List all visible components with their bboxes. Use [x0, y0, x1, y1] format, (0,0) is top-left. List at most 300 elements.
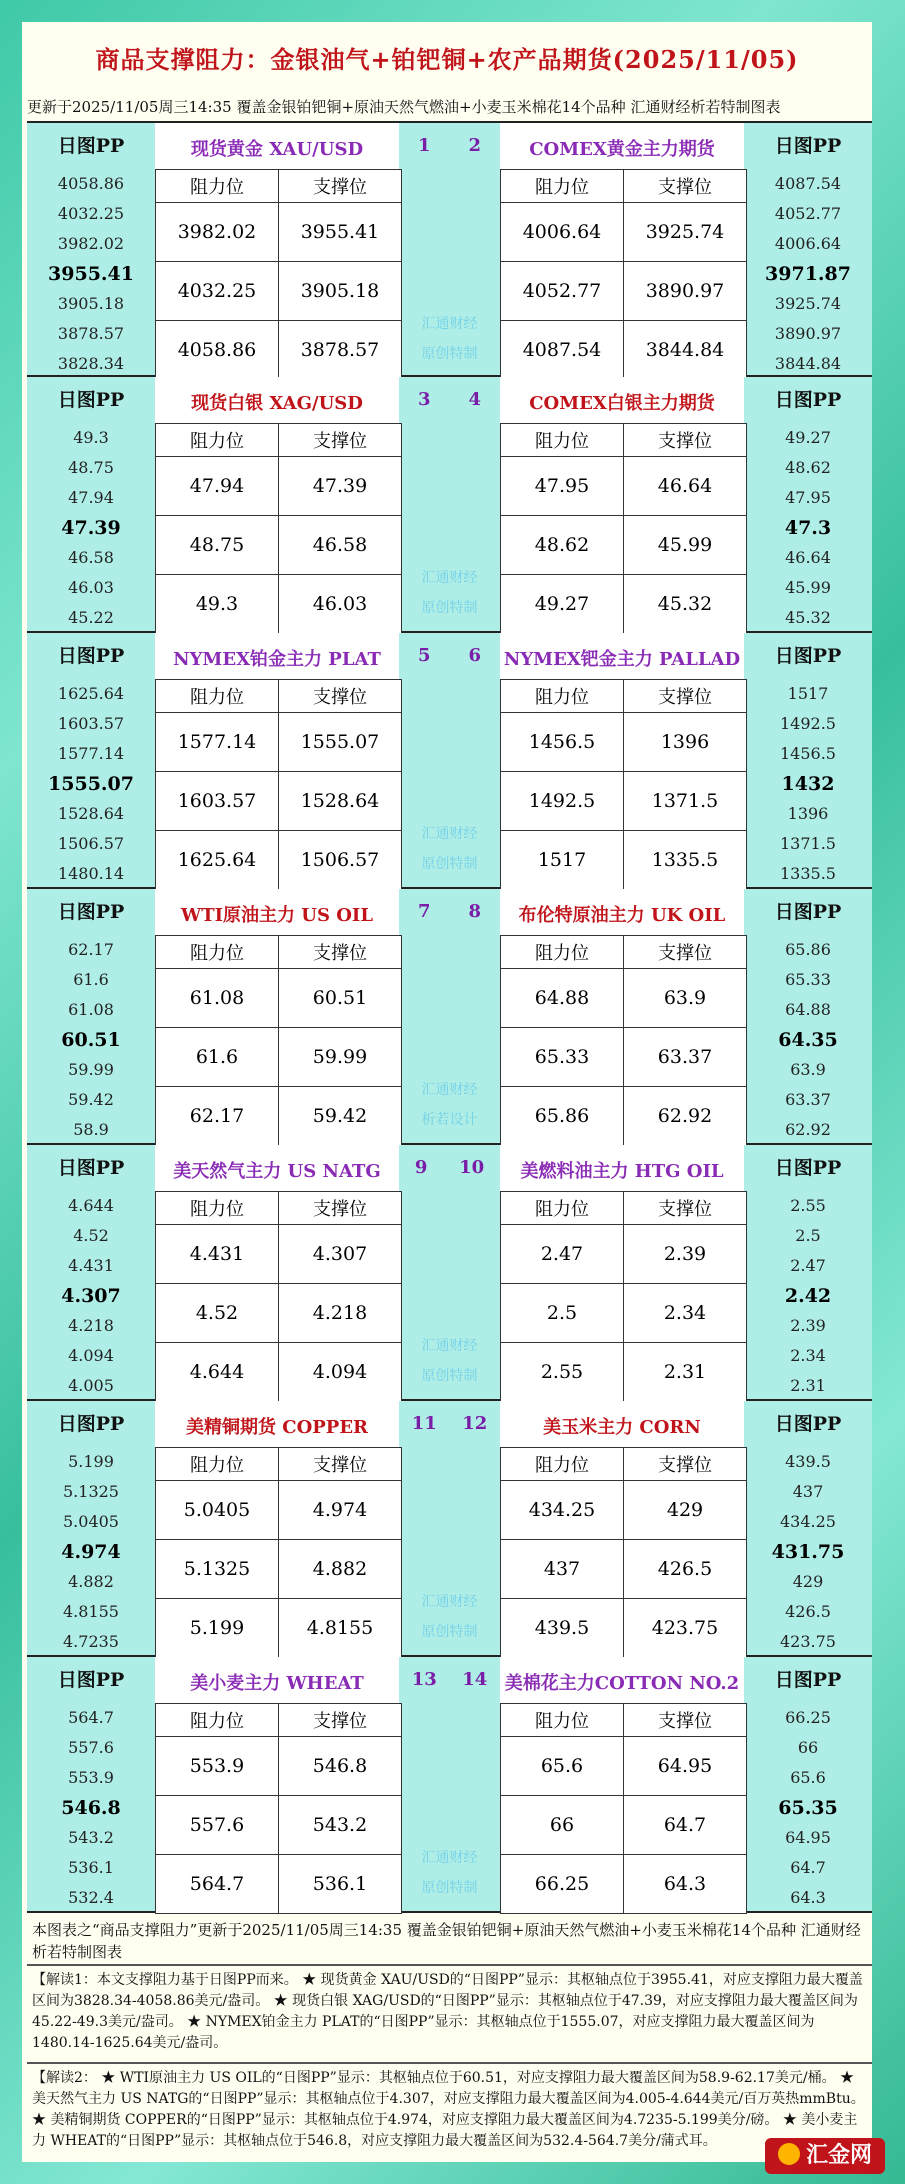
- resistance-value: 1603.57: [156, 772, 279, 831]
- table-row: [156, 1284, 402, 1343]
- pp-level: 1577.14: [57, 744, 125, 763]
- support-value: 1528.64: [279, 772, 402, 831]
- pp-level: 65.6: [790, 1768, 826, 1787]
- pp-list: [744, 935, 872, 1145]
- resistance-header: 阻力位: [156, 170, 279, 203]
- pp-level: 64.95: [785, 1828, 831, 1847]
- table-row: [156, 262, 402, 321]
- instrument-name: 美玉米主力 CORN: [543, 1417, 701, 1438]
- watermark-stamp: 汇通财经: [421, 826, 478, 842]
- pp-level: 4.094: [68, 1346, 114, 1365]
- table-row: [156, 1225, 402, 1284]
- resistance-value: 434.25: [501, 1481, 624, 1540]
- pivot-point: 1555.07: [48, 773, 134, 795]
- pp-level: 429: [792, 1572, 824, 1591]
- table-row: [501, 1343, 747, 1402]
- middle-column: [399, 1657, 500, 1911]
- support-header: 支撑位: [279, 170, 402, 203]
- pivot-point: 47.3: [784, 517, 832, 539]
- pp-list: [744, 1703, 872, 1913]
- pp-level: 4.431: [68, 1256, 114, 1275]
- instrument-numbers: [399, 1669, 500, 1690]
- instrument-name: NYMEX铂金主力 PLAT: [173, 649, 381, 670]
- table-row: [156, 516, 402, 575]
- table-row: [156, 575, 402, 634]
- pp-level: 4032.25: [57, 204, 125, 223]
- instrument-name: 美燃料油主力 HTG OIL: [520, 1161, 724, 1182]
- resistance-value: 61.6: [156, 1028, 279, 1087]
- resistance-value: 4087.54: [501, 321, 624, 380]
- instrument-block: [27, 1657, 872, 1913]
- resistance-header: 阻力位: [156, 936, 279, 969]
- sr-table: [155, 169, 402, 380]
- pp-level: 553.9: [68, 1768, 114, 1787]
- pp-level: 62.17: [68, 940, 114, 959]
- pp-list: [744, 423, 872, 633]
- table-row: [156, 772, 402, 831]
- resistance-value: 65.86: [501, 1087, 624, 1146]
- pp-level: 48.75: [68, 458, 114, 477]
- pp-column-left: [27, 1657, 155, 1911]
- resistance-header: 阻力位: [156, 680, 279, 713]
- pp-level: 2.5: [795, 1226, 821, 1245]
- support-header: 支撑位: [279, 1192, 402, 1225]
- explanation-2: 【解读2： ★ WTI原油主力 US OIL的“日图PP”显示：其枢轴点位于60.51，对应支撑阻力最大覆盖区间为58.9-62.17美元/桶。 ★ 美天然气主力 US NATG的“日图PP”显示：其枢轴点位于4.307，对应支撑阻力最大覆盖区间为4.005-4.644美元/百万英热mmBtu。 ★ 美精铜期货 COPPER的“日图PP”显示：其枢轴点位于4.974，对应支撑阻力最大覆盖区间为4.7235-5.199美分/磅。 ★ 美小麦主力 WHEAT的“日图PP”显示：其枢轴点位于546.8，对应支撑阻力最大覆盖区间为532.4-564.7美分/蒲式耳。: [27, 2062, 872, 2156]
- table-row: [156, 321, 402, 380]
- pivot-point: 60.51: [61, 1029, 121, 1051]
- support-header: 支撑位: [624, 680, 747, 713]
- pp-level: 5.1325: [63, 1482, 119, 1501]
- support-value: 4.094: [279, 1343, 402, 1402]
- pp-level: 49.27: [785, 428, 831, 447]
- pp-header: 日图PP: [774, 901, 842, 923]
- middle-column: [399, 1145, 500, 1399]
- table-row: [156, 831, 402, 890]
- watermark-stamp: 原创特制: [421, 1880, 478, 1896]
- table-row: [501, 1599, 747, 1658]
- pp-column-right: [744, 1145, 872, 1399]
- resistance-header: 阻力位: [501, 680, 624, 713]
- footnote: 本图表之“商品支撑阻力”更新于2025/11/05周三14:35 覆盖金银铂钯铜+原油天然气燃油+小麦玉米棉花14个品种 汇通财经析若特制图表: [32, 1921, 861, 1961]
- pp-level: 61.08: [68, 1000, 114, 1019]
- pp-header: 日图PP: [57, 389, 125, 411]
- pp-level: 64.88: [785, 1000, 831, 1019]
- resistance-value: 4032.25: [156, 262, 279, 321]
- pivot-point: 546.8: [61, 1797, 121, 1819]
- resistance-value: 48.62: [501, 516, 624, 575]
- instrument-number: 8: [468, 901, 482, 922]
- pp-header: 日图PP: [57, 645, 125, 667]
- pp-list: [744, 679, 872, 889]
- table-row: [156, 1796, 402, 1855]
- pp-level: 2.39: [790, 1316, 826, 1335]
- table-row: [156, 1855, 402, 1914]
- pp-header: 日图PP: [57, 135, 125, 157]
- resistance-value: 1625.64: [156, 831, 279, 890]
- support-value: 3878.57: [279, 321, 402, 380]
- instrument-block: [27, 1401, 872, 1657]
- instrument-number: 7: [417, 901, 431, 922]
- support-value: 2.31: [624, 1343, 747, 1402]
- support-header: 支撑位: [624, 1448, 747, 1481]
- resistance-value: 4052.77: [501, 262, 624, 321]
- pp-column-left: [27, 377, 155, 631]
- pp-level: 66: [797, 1738, 819, 1757]
- support-value: 64.95: [624, 1737, 747, 1796]
- support-value: 4.974: [279, 1481, 402, 1540]
- resistance-value: 1456.5: [501, 713, 624, 772]
- resistance-value: 437: [501, 1540, 624, 1599]
- support-value: 4.8155: [279, 1599, 402, 1658]
- pp-column-right: [744, 1401, 872, 1655]
- resistance-value: 64.88: [501, 969, 624, 1028]
- pp-level: 1371.5: [780, 834, 836, 853]
- table-row: [501, 1028, 747, 1087]
- pp-level: 2.55: [790, 1196, 826, 1215]
- instrument-name: 布伦特原油主力 UK OIL: [518, 905, 726, 926]
- support-value: 546.8: [279, 1737, 402, 1796]
- pp-list: [744, 1447, 872, 1657]
- watermark-stamp: 原创特制: [421, 1368, 478, 1384]
- pivot-point: 4.307: [61, 1285, 121, 1307]
- table-row: [156, 1087, 402, 1146]
- instrument-name: 美棉花主力COTTON NO.2: [504, 1673, 740, 1694]
- pp-level: 2.47: [790, 1256, 826, 1275]
- resistance-value: 564.7: [156, 1855, 279, 1914]
- table-row: [156, 1737, 402, 1796]
- resistance-value: 553.9: [156, 1737, 279, 1796]
- instrument-number: 13: [411, 1669, 437, 1690]
- pp-header: 日图PP: [57, 901, 125, 923]
- pp-header: 日图PP: [774, 1157, 842, 1179]
- pp-level: 61.6: [73, 970, 109, 989]
- table-row: [501, 1855, 747, 1914]
- instrument-number: 9: [414, 1157, 428, 1178]
- sr-table: [500, 935, 747, 1146]
- pp-column-left: [27, 889, 155, 1143]
- pp-level: 47.95: [785, 488, 831, 507]
- pp-level: 1492.5: [780, 714, 836, 733]
- support-header: 支撑位: [624, 170, 747, 203]
- pp-level: 4.882: [68, 1572, 114, 1591]
- sr-table: [500, 1703, 747, 1914]
- pp-list: [744, 1191, 872, 1401]
- pp-level: 434.25: [780, 1512, 836, 1531]
- table-row: [156, 713, 402, 772]
- pp-level: 46.64: [785, 548, 831, 567]
- pivot-point: 4.974: [61, 1541, 121, 1563]
- support-value: 429: [624, 1481, 747, 1540]
- table-row: [501, 457, 747, 516]
- instrument-numbers: [399, 1157, 500, 1178]
- table-row: [501, 262, 747, 321]
- support-value: 45.99: [624, 516, 747, 575]
- pp-level: 46.03: [68, 578, 114, 597]
- table-row: [156, 969, 402, 1028]
- watermark-stamp: 原创特制: [421, 856, 478, 872]
- resistance-value: 47.95: [501, 457, 624, 516]
- support-value: 426.5: [624, 1540, 747, 1599]
- pp-header: 日图PP: [57, 1669, 125, 1691]
- resistance-value: 4006.64: [501, 203, 624, 262]
- instrument-numbers: [399, 901, 500, 922]
- sr-table: [155, 935, 402, 1146]
- instrument-number: 10: [459, 1157, 485, 1178]
- support-header: 支撑位: [279, 424, 402, 457]
- table-row: [501, 321, 747, 380]
- instrument-name: 美小麦主力 WHEAT: [190, 1673, 364, 1694]
- pp-level: 45.22: [68, 608, 114, 627]
- resistance-value: 3982.02: [156, 203, 279, 262]
- instrument-number: 4: [468, 389, 482, 410]
- pp-level: 63.9: [790, 1060, 826, 1079]
- table-row: [501, 516, 747, 575]
- pp-level: 62.92: [785, 1120, 831, 1139]
- support-value: 45.32: [624, 575, 747, 634]
- pp-level: 63.37: [785, 1090, 831, 1109]
- pp-column-left: [27, 1401, 155, 1655]
- pp-level: 2.31: [790, 1376, 826, 1395]
- resistance-header: 阻力位: [156, 1448, 279, 1481]
- instrument-block: [27, 377, 872, 633]
- sr-table: [155, 679, 402, 890]
- pp-level: 3890.97: [774, 324, 842, 343]
- support-value: 3955.41: [279, 203, 402, 262]
- pp-level: 59.42: [68, 1090, 114, 1109]
- support-value: 46.58: [279, 516, 402, 575]
- pp-level: 543.2: [68, 1828, 114, 1847]
- support-value: 46.03: [279, 575, 402, 634]
- table-row: [156, 1343, 402, 1402]
- pp-level: 1335.5: [780, 864, 836, 883]
- pp-level: 5.0405: [63, 1512, 119, 1531]
- middle-column: [399, 123, 500, 375]
- watermark-stamp: 汇通财经: [421, 1850, 478, 1866]
- resistance-header: 阻力位: [501, 1704, 624, 1737]
- pp-list: [27, 169, 155, 379]
- pivot-point: 3955.41: [48, 263, 134, 285]
- resistance-header: 阻力位: [501, 1448, 624, 1481]
- pp-level: 4052.77: [774, 204, 842, 223]
- table-row: [501, 969, 747, 1028]
- support-header: 支撑位: [279, 1448, 402, 1481]
- table-row: [156, 457, 402, 516]
- explanation-1: 【解读1：本文支撑阻力基于日图PP而来。 ★ 现货黄金 XAU/USD的“日图PP”显示：其枢轴点位于3955.41，对应支撑阻力最大覆盖区间为3828.34-4058.86美元/盎司。 ★ 现货白银 XAG/USD的“日图PP”显示：其枢轴点位于47.39，对应支撑阻力最大覆盖区间为45.22-49.3美元/盎司。 ★ NYMEX铂金主力 PLAT的“日图PP”显示：其枢轴点位于1555.07，对应支撑阻力最大覆盖区间为1480.14-1625.64美元/盎司。: [27, 1964, 872, 2058]
- pp-level: 1603.57: [57, 714, 125, 733]
- support-value: 4.218: [279, 1284, 402, 1343]
- pp-list: [27, 679, 155, 889]
- watermark-stamp: 析若设计: [421, 1112, 478, 1128]
- instrument-name: 美天然气主力 US NATG: [173, 1161, 381, 1182]
- pp-level: 532.4: [68, 1888, 114, 1907]
- resistance-value: 2.55: [501, 1343, 624, 1402]
- pp-level: 66.25: [785, 1708, 831, 1727]
- middle-column: [399, 377, 500, 631]
- support-value: 62.92: [624, 1087, 747, 1146]
- pp-header: 日图PP: [57, 1157, 125, 1179]
- pp-level: 48.62: [785, 458, 831, 477]
- resistance-value: 47.94: [156, 457, 279, 516]
- support-value: 543.2: [279, 1796, 402, 1855]
- table-row: [501, 203, 747, 262]
- pp-header: 日图PP: [774, 389, 842, 411]
- support-header: 支撑位: [279, 680, 402, 713]
- support-header: 支撑位: [624, 1704, 747, 1737]
- support-value: 1555.07: [279, 713, 402, 772]
- instrument-name: 现货黄金 XAU/USD: [190, 139, 364, 160]
- pp-level: 3982.02: [57, 234, 125, 253]
- pp-level: 4087.54: [774, 174, 842, 193]
- watermark-stamp: 原创特制: [421, 600, 478, 616]
- support-value: 1371.5: [624, 772, 747, 831]
- resistance-value: 5.199: [156, 1599, 279, 1658]
- pp-header: 日图PP: [774, 1413, 842, 1435]
- pp-header: 日图PP: [57, 1413, 125, 1435]
- pp-level: 64.7: [790, 1858, 826, 1877]
- support-value: 4.882: [279, 1540, 402, 1599]
- pivot-point: 431.75: [771, 1541, 845, 1563]
- watermark-stamp: 汇通财经: [421, 316, 478, 332]
- pp-column-left: [27, 123, 155, 375]
- pp-level: 4.644: [68, 1196, 114, 1215]
- resistance-value: 557.6: [156, 1796, 279, 1855]
- support-value: 60.51: [279, 969, 402, 1028]
- support-value: 1506.57: [279, 831, 402, 890]
- support-header: 支撑位: [279, 936, 402, 969]
- instrument-number: 12: [462, 1413, 488, 1434]
- watermark-stamp: 汇通财经: [421, 570, 478, 586]
- resistance-value: 5.0405: [156, 1481, 279, 1540]
- pivot-point: 47.39: [61, 517, 121, 539]
- resistance-value: 5.1325: [156, 1540, 279, 1599]
- pp-level: 557.6: [68, 1738, 114, 1757]
- watermark-stamp: 汇通财经: [421, 1338, 478, 1354]
- table-row: [501, 1737, 747, 1796]
- support-value: 64.7: [624, 1796, 747, 1855]
- pp-level: 4.52: [73, 1226, 109, 1245]
- pp-level: 3844.84: [774, 354, 842, 373]
- pp-list: [744, 169, 872, 379]
- pp-header: 日图PP: [774, 135, 842, 157]
- pp-level: 4.8155: [63, 1602, 119, 1621]
- resistance-header: 阻力位: [501, 936, 624, 969]
- pp-header: 日图PP: [774, 1669, 842, 1691]
- sr-table: [500, 1447, 747, 1658]
- pp-level: 536.1: [68, 1858, 114, 1877]
- resistance-value: 62.17: [156, 1087, 279, 1146]
- table-row: [501, 575, 747, 634]
- resistance-header: 阻力位: [156, 1192, 279, 1225]
- pp-level: 1396: [787, 804, 829, 823]
- resistance-header: 阻力位: [501, 424, 624, 457]
- pp-list: [27, 935, 155, 1145]
- pp-level: 3925.74: [774, 294, 842, 313]
- page-subtitle: 更新于2025/11/05周三14:35 覆盖金银铂钯铜+原油天然气燃油+小麦玉米棉花14个品种 汇通财经析若特制图表: [27, 98, 781, 116]
- pivot-point: 3971.87: [765, 263, 851, 285]
- pp-level: 423.75: [780, 1632, 836, 1651]
- support-value: 63.37: [624, 1028, 747, 1087]
- resistance-value: 48.75: [156, 516, 279, 575]
- instrument-block: [27, 889, 872, 1145]
- support-header: 支撑位: [624, 936, 747, 969]
- table-row: [501, 1540, 747, 1599]
- pp-column-left: [27, 1145, 155, 1399]
- resistance-value: 61.08: [156, 969, 279, 1028]
- support-header: 支撑位: [624, 1192, 747, 1225]
- pp-list: [27, 1703, 155, 1913]
- pivot-point: 64.35: [778, 1029, 838, 1051]
- support-value: 3890.97: [624, 262, 747, 321]
- pivot-point: 2.42: [784, 1285, 832, 1307]
- pp-level: 1480.14: [57, 864, 125, 883]
- resistance-value: 439.5: [501, 1599, 624, 1658]
- pp-level: 59.99: [68, 1060, 114, 1079]
- pp-level: 3828.34: [57, 354, 125, 373]
- instrument-name: NYMEX钯金主力 PALLAD: [503, 649, 741, 670]
- resistance-value: 49.27: [501, 575, 624, 634]
- pp-column-right: [744, 633, 872, 887]
- instrument-name: 美精铜期货 COPPER: [185, 1417, 369, 1438]
- pivot-point: 1432: [781, 773, 835, 795]
- resistance-value: 65.6: [501, 1737, 624, 1796]
- instrument-numbers: [399, 389, 500, 410]
- pp-level: 46.58: [68, 548, 114, 567]
- sr-table: [500, 169, 747, 380]
- instrument-number: 14: [462, 1669, 488, 1690]
- table-row: [501, 1225, 747, 1284]
- pp-level: 45.32: [785, 608, 831, 627]
- instrument-name: WTI原油主力 US OIL: [180, 905, 373, 926]
- table-row: [501, 1481, 747, 1540]
- support-header: 支撑位: [624, 424, 747, 457]
- support-value: 1335.5: [624, 831, 747, 890]
- pp-column-right: [744, 889, 872, 1143]
- resistance-header: 阻力位: [501, 1192, 624, 1225]
- pp-level: 58.9: [73, 1120, 109, 1139]
- pp-list: [27, 1447, 155, 1657]
- support-value: 2.39: [624, 1225, 747, 1284]
- pp-header: 日图PP: [774, 645, 842, 667]
- support-value: 64.3: [624, 1855, 747, 1914]
- pp-level: 3878.57: [57, 324, 125, 343]
- support-value: 46.64: [624, 457, 747, 516]
- resistance-value: 4.52: [156, 1284, 279, 1343]
- support-header: 支撑位: [279, 1704, 402, 1737]
- resistance-value: 4.644: [156, 1343, 279, 1402]
- pivot-point: 65.35: [778, 1797, 838, 1819]
- support-value: 423.75: [624, 1599, 747, 1658]
- middle-column: [399, 889, 500, 1143]
- resistance-value: 49.3: [156, 575, 279, 634]
- pp-list: [27, 423, 155, 633]
- sr-table: [155, 1447, 402, 1658]
- pp-level: 4.005: [68, 1376, 114, 1395]
- logo-text: 汇金网: [805, 2143, 872, 2168]
- table-row: [501, 1284, 747, 1343]
- pp-column-right: [744, 377, 872, 631]
- sr-table: [500, 423, 747, 634]
- support-value: 63.9: [624, 969, 747, 1028]
- support-value: 536.1: [279, 1855, 402, 1914]
- pp-level: 49.3: [73, 428, 109, 447]
- logo-icon: [778, 2143, 800, 2165]
- blocks-container: [27, 121, 872, 1913]
- watermark-stamp: 原创特制: [421, 346, 478, 362]
- instrument-numbers: [399, 645, 500, 666]
- support-value: 3905.18: [279, 262, 402, 321]
- table-row: [501, 772, 747, 831]
- instrument-block: [27, 121, 872, 377]
